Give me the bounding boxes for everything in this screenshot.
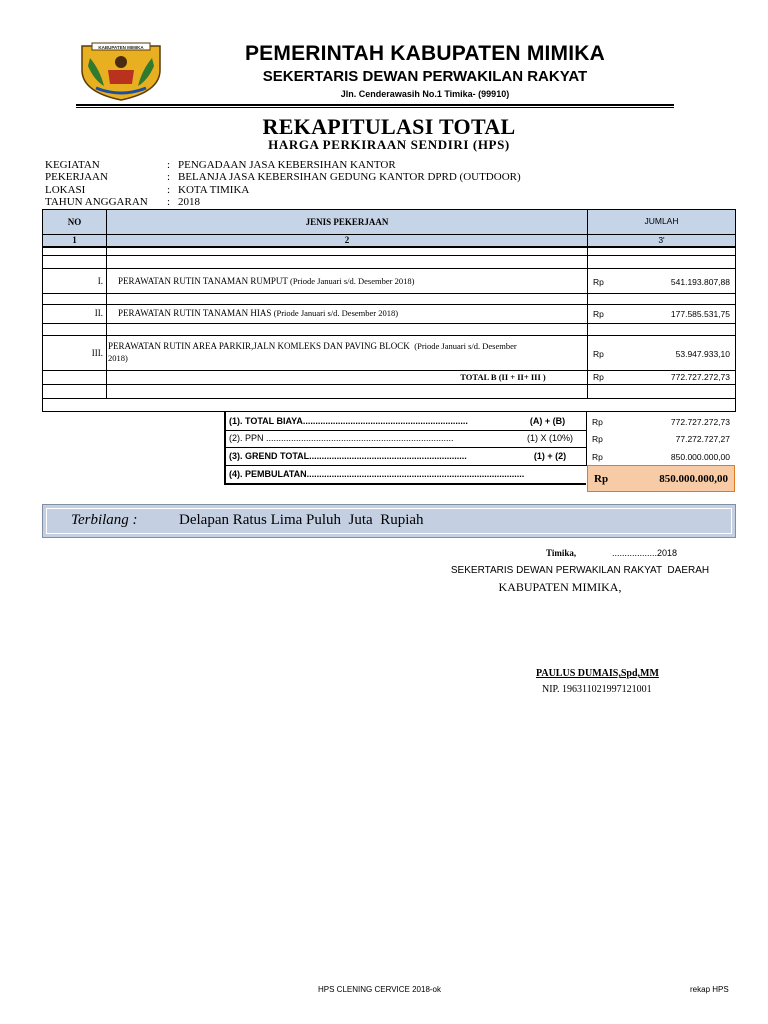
row-period-continued: 2018): [108, 353, 128, 363]
summary-pembulatan-currency: Rp: [594, 473, 609, 485]
summary-total-biaya-formula: (A) + (B): [529, 416, 566, 426]
summary-ppn-label: (2). PPN ...........................................................................: [229, 433, 454, 443]
col-header-jenis: JENIS PEKERJAAN: [305, 217, 389, 227]
header-rule-thin: [76, 107, 674, 108]
row-description: PERAWATAN RUTIN TANAMAN HIAS (Priode Januari s/d. Desember 2018): [118, 308, 399, 318]
subheader-no: 1: [72, 235, 77, 245]
row-currency: Rp: [593, 309, 604, 319]
summary-total-biaya-label: (1). TOTAL BIAYA..................................................................: [229, 416, 468, 426]
signatory-nip: NIP. 196311021997121001: [542, 684, 652, 695]
summary-ppn-amount: 77.272.727,27: [675, 434, 730, 444]
terbilang-box: [42, 504, 736, 538]
row-amount: 177.585.531,75: [670, 309, 730, 319]
row-description: PERAWATAN RUTIN TANAMAN RUMPUT (Priode Januari s/d. Desember 2018): [118, 276, 415, 286]
summary-total-biaya-amount: 772.727.272,73: [670, 417, 730, 427]
total-currency: Rp: [593, 372, 604, 382]
row-amount: 53.947.933,10: [675, 349, 730, 359]
office-address: Jln. Cenderawasih No.1 Timika- (99910): [340, 89, 510, 99]
work-table: [42, 209, 736, 412]
row-amount: 541.193.807,88: [670, 277, 730, 287]
document-subtitle: HARGA PERKIRAAN SENDIRI (HPS): [268, 137, 510, 152]
signature-date: ..................2018: [612, 548, 678, 558]
subheader-jumlah: 3': [658, 235, 665, 245]
office-title: SEKERTARIS DEWAN PERWAKILAN RAKYAT: [262, 68, 588, 85]
terbilang-label: Terbilang :: [71, 512, 138, 528]
row-no: I.: [97, 276, 103, 286]
summary-grand-total-amount: 850.000.000,00: [670, 452, 730, 462]
regency-logo: [78, 40, 164, 102]
summary-ppn-currency: Rp: [592, 434, 603, 444]
rounding-cell: [587, 465, 735, 492]
signature-position: SEKERTARIS DEWAN PERWAKILAN RAKYAT DAERAH: [450, 565, 710, 576]
summary-grand-total-currency: Rp: [592, 452, 603, 462]
footer-file-name: HPS CLENING CERVICE 2018-ok: [318, 985, 442, 994]
signature-region: KABUPATEN MIMIKA,: [498, 580, 622, 594]
signatory-name: PAULUS DUMAIS,Spd,MM: [536, 668, 659, 679]
header-rule: [76, 104, 674, 106]
document-title: REKAPITULASI TOTAL: [262, 114, 516, 139]
summary-pembulatan-label: (4). PEMBULATAN.......................................................................................: [229, 469, 525, 479]
total-amount: 772.727.272,73: [670, 372, 730, 382]
total-label: TOTAL B (II + II+ III ): [460, 372, 546, 382]
summary-ppn-formula: (1) X (10%): [526, 433, 573, 443]
summary-grand-total-formula: (1) + (2): [533, 451, 567, 461]
row-no: III.: [91, 348, 103, 358]
terbilang-value: Delapan Ratus Lima Puluh Juta Rupiah: [179, 512, 424, 528]
row-currency: Rp: [593, 349, 604, 359]
subheader-jenis: 2: [344, 235, 350, 245]
col-header-no: NO: [67, 217, 82, 227]
summary-total-biaya-currency: Rp: [592, 417, 603, 427]
summary-grand-total-label: (3). GREND TOTAL...............................................................: [229, 451, 467, 461]
footer-sheet-name: rekap HPS: [690, 985, 729, 994]
col-header-jumlah: JUMLAH: [644, 216, 679, 226]
summary-pembulatan-amount: 850.000.000,00: [659, 473, 728, 485]
row-currency: Rp: [593, 277, 604, 287]
government-title: PEMERINTAH KABUPATEN MIMIKA: [244, 42, 606, 65]
row-description: PERAWATAN RUTIN AREA PARKIR,JALN KOMLEKS DAN PAVING BLOCK (Priode Januari s/d. Desember: [108, 341, 517, 351]
svg-text:KABUPATEN MIMIKA: KABUPATEN MIMIKA: [98, 45, 144, 50]
row-no: II.: [94, 308, 103, 318]
signature-place: Timika,: [546, 548, 577, 558]
